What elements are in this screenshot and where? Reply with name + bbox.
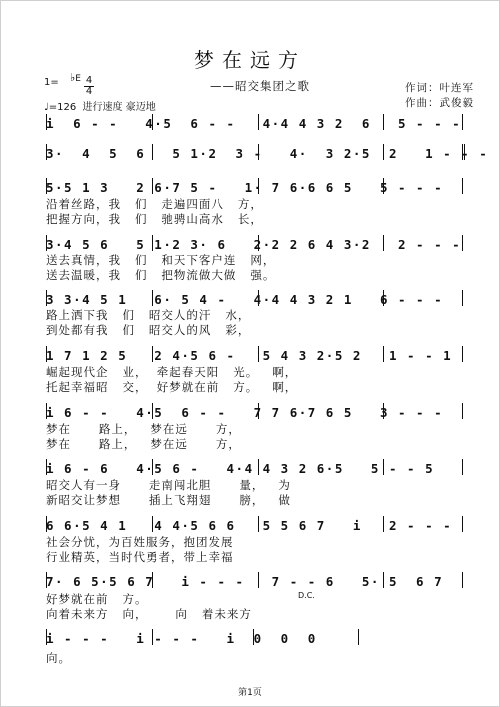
notation-line: 5·5 1 3 2 6·7 5 - 1· 7 6·6 6 5 5 - - - xyxy=(46,180,444,195)
bar-line xyxy=(152,178,153,194)
bar-line xyxy=(46,144,47,160)
notation-line: i 6 - 6 4·5 6 - 4·4 4 3 2 6·5 5 - - 5 xyxy=(46,461,435,476)
page-number: 第1页 xyxy=(238,688,262,698)
key-note: E xyxy=(75,74,81,84)
bar-line xyxy=(152,235,153,251)
bar-line xyxy=(383,235,384,251)
lyric-line: 梦在 路上， 梦在远 方， xyxy=(46,437,241,451)
song-title: 梦在远方 xyxy=(194,48,306,72)
bar-line xyxy=(152,572,153,588)
song-subtitle: ——昭交集团之歌 xyxy=(210,79,310,93)
lyric-line: 路上洒下我 们 昭交人的汗 水， xyxy=(46,308,251,322)
notation-line: 3·4 5 6 5 1·2 3· 6 2·2 2 6 4 3·2 2 - - - xyxy=(46,237,462,252)
bar-line xyxy=(152,403,153,419)
bar-line xyxy=(46,290,47,306)
notation-line: i 6 - - 4·5 6 - - 7 7 6·7 6 5 3 - - - xyxy=(46,405,444,420)
dc-mark: D.C. xyxy=(298,591,315,600)
bar-line xyxy=(462,459,463,475)
composer-credit: 作曲：武俊毅 xyxy=(405,97,474,109)
time-signature xyxy=(84,76,94,97)
bar-line xyxy=(383,178,384,194)
flat-sign: ♭E xyxy=(70,71,81,84)
lyric-line: 向。 xyxy=(46,651,71,665)
lyricist-credit: 作词：叶连军 xyxy=(405,82,474,94)
bar-line xyxy=(358,629,359,645)
bar-line xyxy=(383,459,384,475)
bar-line xyxy=(462,572,463,588)
bar-line xyxy=(258,290,259,306)
meter-bottom: 4 xyxy=(85,86,93,97)
bar-line xyxy=(253,629,254,645)
notation-line: i - - - i - - - i 0 0 0 xyxy=(46,631,317,646)
bar-line xyxy=(383,516,384,532)
notation-line: i 6 - - 4·5 6 - - 4·4 4 3 2 6 5 - - - xyxy=(46,116,462,131)
notation-line: 3 3·4 5 1 6· 5 4 - 4·4 4 3 2 1 6 - - - xyxy=(46,292,444,307)
bar-line xyxy=(152,629,153,645)
lyric-line: 送去真情，我 们 和天下客户连 网， xyxy=(46,253,276,267)
bar-line xyxy=(258,144,259,160)
tempo-marking: ♩=126 进行速度 豪迈地 xyxy=(44,102,156,113)
key-signature xyxy=(44,77,59,88)
lyric-line: 社会分忧，为百姓服务，抱团发展 xyxy=(46,535,234,549)
bar-line xyxy=(462,178,463,194)
bar-line xyxy=(258,235,259,251)
bar-line xyxy=(152,516,153,532)
meter-top: 4 xyxy=(85,75,93,86)
lyric-line: 昭交人有一身 走南闯北胆 量， 为 xyxy=(46,478,291,492)
lyric-line: 把握方向，我 们 驰骋山高水 长， xyxy=(46,212,263,226)
bar-line xyxy=(258,459,259,475)
bar-line xyxy=(46,629,47,645)
lyric-line: 行业精英，当时代勇者，带上幸福 xyxy=(46,550,234,564)
bar-line xyxy=(258,114,259,130)
bar-line xyxy=(258,346,259,362)
lyric-line: 沿着丝路，我 们 走遍四面八 方， xyxy=(46,197,263,211)
bar-line xyxy=(462,114,463,130)
bar-line xyxy=(46,516,47,532)
lyric-line: 新昭交让梦想 插上飞翔翅 膀， 做 xyxy=(46,493,291,507)
bar-line xyxy=(383,144,384,160)
bar-line xyxy=(152,114,153,130)
bar-line xyxy=(152,290,153,306)
bar-line xyxy=(462,144,463,160)
bar-line xyxy=(46,346,47,362)
bar-line xyxy=(46,178,47,194)
notation-line: 3· 4 5 6 5 1·2 3 - 4· 3 2·5 2 1 - - - xyxy=(46,146,489,161)
bar-line xyxy=(258,516,259,532)
bar-line xyxy=(46,235,47,251)
bar-line xyxy=(462,290,463,306)
bar-line xyxy=(152,459,153,475)
bar-line xyxy=(46,403,47,419)
lyric-line: 梦在 路上， 梦在远 方， xyxy=(46,422,241,436)
lyric-line: 向着未来方 向， 向 着未来方 xyxy=(46,607,252,621)
bar-line xyxy=(383,572,384,588)
bar-line xyxy=(383,346,384,362)
bar-line xyxy=(383,403,384,419)
final-bar-line xyxy=(464,144,465,160)
key-label: 1= xyxy=(44,77,59,88)
bar-line xyxy=(383,290,384,306)
bar-line xyxy=(46,572,47,588)
notation-line: 7· 6 5·5 6 7 i - - - 7 - - 6 5· 5 6 7 xyxy=(46,574,444,589)
bar-line xyxy=(152,346,153,362)
bar-line xyxy=(46,114,47,130)
lyric-line: 送去温暖，我 们 把物流做大做 强。 xyxy=(46,268,276,282)
lyric-line: 到处都有我 们 昭交人的风 彩， xyxy=(46,323,251,337)
notation-line: 1 7 1 2 5 2 4·5 6 - 5 4 3 2·5 2 1 - - 1 xyxy=(46,348,453,363)
bar-line xyxy=(383,114,384,130)
bar-line xyxy=(462,516,463,532)
bar-line xyxy=(46,459,47,475)
lyric-line: 崛起现代企 业， 牵起春天阳 光。 啊， xyxy=(46,365,298,379)
bar-line xyxy=(152,144,153,160)
bar-line xyxy=(462,235,463,251)
bar-line xyxy=(462,403,463,419)
bar-line xyxy=(258,178,259,194)
bar-line xyxy=(462,346,463,362)
bar-line xyxy=(258,572,259,588)
notation-line: 6 6·5 4 1 4 4·5 6 6 5 5 6 7 i 2 - - - xyxy=(46,518,453,533)
bar-line xyxy=(258,403,259,419)
lyric-line: 好梦就在前 方。 xyxy=(46,592,148,606)
lyric-line: 托起幸福昭 交， 好梦就在前 方。 啊， xyxy=(46,380,298,394)
